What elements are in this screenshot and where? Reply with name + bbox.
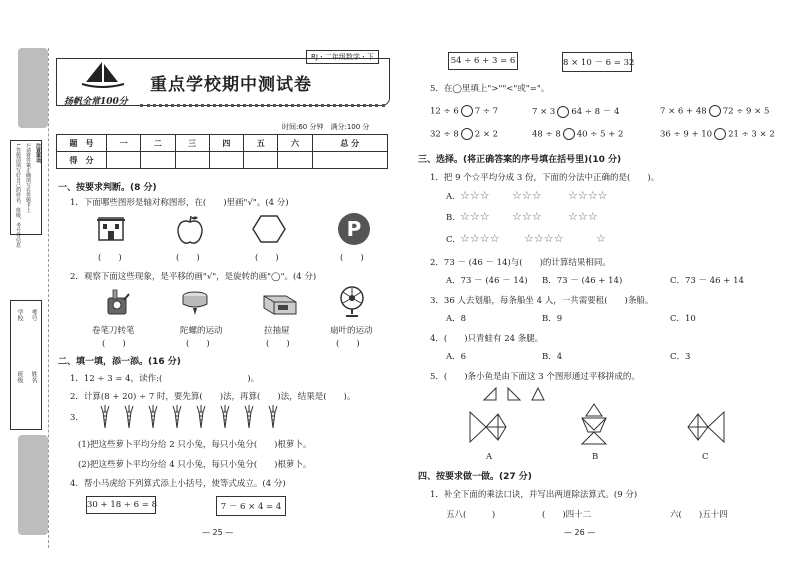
section-2-heading: 二、填一填，添一添。(16 分)	[58, 357, 181, 367]
drawer-icon	[262, 292, 298, 316]
compare-left: 7 × 6 + 48	[660, 106, 707, 117]
page-number: — 26 —	[564, 528, 596, 537]
s1-q2-blank[interactable]: ( )	[102, 339, 126, 349]
star-group-icon: ☆☆☆	[512, 210, 542, 223]
score-cell[interactable]	[244, 152, 278, 169]
s1-q2-blank[interactable]: ( )	[266, 339, 290, 349]
compare-item	[660, 128, 775, 140]
score-cell[interactable]	[209, 152, 243, 169]
series-tag: RJ・二年级数学・下	[306, 50, 379, 64]
s3-q5-option[interactable]: C	[702, 452, 709, 462]
s3-q3-option[interactable]: B．9	[542, 314, 563, 324]
s3-q2-option[interactable]: C．73 － 46 + 14	[670, 276, 744, 286]
margin-gray-block	[18, 435, 48, 535]
s1-q2-label: 卷笔刀转笔	[92, 326, 135, 336]
s1-q2-label: 拉抽屉	[264, 326, 290, 336]
s3-q1-option-label[interactable]: C.	[446, 235, 455, 245]
s1-q2-blank[interactable]: ( )	[336, 339, 360, 349]
binding-dashed-line	[48, 48, 49, 548]
star-group-icon: ☆☆☆☆	[568, 189, 608, 202]
s1-q2-blank[interactable]: ( )	[186, 339, 210, 349]
hexagon-icon	[252, 214, 286, 244]
s3-q5-option[interactable]: B	[592, 452, 599, 462]
compare-circle[interactable]	[557, 106, 569, 118]
school-label: 学校	[16, 309, 23, 321]
section-1-heading: 一、按要求判断。(8 分)	[58, 183, 157, 193]
s3-q3-option[interactable]: A．8	[446, 314, 467, 324]
s4-question-1: 1．补全下面的乘法口诀，并写出两道除法算式。(9 分)	[430, 490, 638, 500]
header-dots	[140, 104, 385, 107]
s1-q2-label: 陀螺的运动	[180, 326, 223, 336]
binding-margin	[8, 40, 44, 540]
compare-left: 7 × 3	[532, 107, 556, 117]
s1-q2-label: 扇叶的运动	[330, 326, 373, 336]
s1-q1-blank[interactable]: ( )	[176, 253, 200, 263]
score-header-cell: 题 号	[57, 135, 107, 152]
score-cell[interactable]	[278, 152, 312, 169]
s1-q1-blank[interactable]: ( )	[255, 253, 279, 263]
score-cell[interactable]	[175, 152, 209, 169]
electric-fan-icon	[338, 286, 366, 318]
page-number: — 25 —	[202, 528, 234, 537]
compare-circle[interactable]	[461, 105, 473, 117]
multiplication-blank[interactable]: 六( )五十四	[670, 510, 728, 520]
compare-right: 40 ÷ 5 + 2	[576, 129, 624, 140]
score-table	[56, 134, 388, 169]
p-letter: P	[346, 217, 362, 241]
fish-c-icon	[686, 410, 726, 444]
compare-circle[interactable]	[461, 128, 473, 140]
exam-title: 重点学校期中测试卷	[150, 75, 312, 95]
s3-q4-option[interactable]: A．6	[446, 352, 467, 362]
compare-right: 2 × 2	[474, 129, 499, 140]
multiplication-blank[interactable]: ( )四十二	[542, 510, 592, 520]
triangle-pieces-icon	[482, 386, 546, 402]
compare-right: 72 ÷ 9 × 5	[722, 106, 770, 117]
score-header-cell: 三	[175, 135, 209, 152]
compare-right: 7 ÷ 7	[474, 106, 499, 117]
building-icon	[96, 214, 126, 244]
s3-q5-option[interactable]: A	[486, 452, 493, 462]
star-group-icon: ☆☆☆☆	[460, 232, 500, 245]
name-label: 姓名	[30, 371, 37, 383]
notice-line: 2.请将答案正确填写在答题卡上	[25, 143, 31, 213]
time-score: 时间:60 分钟 满分:100 分	[282, 123, 370, 131]
letter-p-icon	[337, 212, 371, 246]
equation-box[interactable]: 54 ÷ 6 + 3 = 6	[448, 52, 518, 70]
sailboat-logo-icon	[80, 60, 126, 90]
s1-q1-blank[interactable]: ( )	[98, 253, 122, 263]
star-group-icon: ☆☆☆	[568, 210, 598, 223]
s2-q3-part-1: (1)把这些萝卜平均分给 2 只小兔，每只小兔分( )根萝卜。	[78, 440, 312, 450]
compare-circle[interactable]	[714, 128, 726, 140]
s3-q3-option[interactable]: C．10	[670, 314, 696, 324]
fish-a-icon	[468, 410, 508, 444]
compare-question: 5．在◯里填上">""<"或"="。	[430, 84, 550, 94]
s1-q1-blank[interactable]: ( )	[340, 253, 364, 263]
s2-question-2: 2．计算(8 + 20) ÷ 7 时，要先算( )法，再算( )法，结果是( )。	[70, 392, 356, 402]
s1-question-1: 1．下面哪些图形是轴对称图形，在( )里画"√"。(4 分)	[70, 198, 289, 208]
star-group-icon: ☆☆☆	[460, 189, 490, 202]
apple-icon	[175, 214, 205, 246]
notice-line: 1.答题前填写好自己的姓名、班级、考号等信息	[15, 143, 21, 248]
s3-q2-option[interactable]: B．73 － (46 + 14)	[542, 276, 623, 286]
star-group-icon: ☆☆☆☆	[524, 232, 564, 245]
score-header-cell: 总 分	[312, 135, 387, 152]
compare-item	[532, 105, 619, 118]
student-info-box	[10, 300, 42, 430]
s2-question-1: 1．12 ÷ 3 = 4，读作:( )。	[70, 374, 260, 384]
s3-q4-option[interactable]: C．3	[670, 352, 691, 362]
score-cell[interactable]	[141, 152, 175, 169]
s3-question-4: 4．( )只青蛙有 24 条腿。	[430, 334, 544, 344]
compare-left: 36 ÷ 9 + 10	[660, 129, 713, 140]
star-group-icon: ☆	[596, 232, 606, 245]
score-cell[interactable]	[312, 152, 387, 169]
class-label: 班级	[16, 371, 23, 383]
compare-circle[interactable]	[563, 128, 575, 140]
score-row-label: 得 分	[57, 152, 107, 169]
s3-q2-option[interactable]: A．73 － (46 － 14)	[446, 276, 528, 286]
s2-question-4: 4．帮小马虎给下列算式添上小括号，使等式成立。(4 分)	[70, 479, 286, 489]
multiplication-blank[interactable]: 五八( )	[446, 510, 496, 520]
s3-question-3: 3．36 人去划船，每条船坐 4 人，一共需要租( )条船。	[430, 296, 654, 306]
score-header-cell: 二	[141, 135, 175, 152]
s2-question-3-number: 3．	[70, 413, 84, 423]
s3-q4-option[interactable]: B．4	[542, 352, 563, 362]
right-page	[400, 0, 800, 566]
compare-item	[430, 105, 498, 117]
compare-right: 21 ÷ 3 × 2	[728, 129, 775, 140]
notice-title: 注意事项	[35, 143, 41, 163]
s3-question-1: 1．把 9 个☆平均分成 3 份，下面的分法中正确的是( )。	[430, 173, 660, 183]
section-3-heading: 三、选择。(将正确答案的序号填在括号里)(10 分)	[418, 155, 622, 165]
section-4-heading: 四、按要求做一做。(27 分)	[418, 472, 532, 482]
score-cell[interactable]	[107, 152, 141, 169]
carrots-icon	[96, 404, 280, 430]
equation-box[interactable]: 7 － 6 × 4 = 4	[216, 496, 286, 516]
compare-circle[interactable]	[709, 105, 721, 117]
star-group-icon: ☆☆☆	[512, 189, 542, 202]
s1-question-2: 2．观察下面这些现象，是平移的画"√"，是旋转的画"◯"。(4 分)	[70, 272, 317, 282]
s3-question-2: 2．73 － (46 － 14)与( )的计算结果相同。	[430, 258, 611, 268]
compare-item	[660, 105, 769, 117]
notice-box	[10, 140, 42, 248]
s3-q1-option-label[interactable]: A.	[446, 192, 455, 202]
compare-right: 64 ÷ 8 － 4	[571, 107, 620, 117]
compare-item	[532, 128, 623, 140]
compare-item	[430, 128, 498, 140]
score-header-cell: 四	[209, 135, 243, 152]
pencil-sharpener-icon	[104, 288, 130, 316]
fish-b-icon	[576, 402, 612, 446]
compare-left: 32 ÷ 8	[430, 129, 459, 140]
score-header-cell: 一	[107, 135, 141, 152]
exam-no-label: 考号	[30, 309, 37, 321]
s2-q3-part-2: (2)把这些萝卜平均分给 4 只小兔，每只小兔分( )根萝卜。	[78, 460, 312, 470]
s3-question-5: 5．( )条小鱼是由下面这 3 个图形通过平移拼成的。	[430, 372, 640, 382]
logo-caption: 扬帆全常100分	[64, 97, 128, 107]
score-header-cell: 五	[244, 135, 278, 152]
equation-box[interactable]: 30 + 18 ÷ 6 = 8	[86, 496, 156, 514]
s3-q1-option-label[interactable]: B.	[446, 213, 455, 223]
score-header-cell: 六	[278, 135, 312, 152]
equation-box[interactable]: 8 × 10 － 6 = 32	[562, 52, 632, 72]
compare-left: 12 ÷ 6	[430, 106, 459, 117]
margin-gray-block	[18, 48, 48, 128]
compare-left: 48 ÷ 8	[532, 129, 561, 140]
spinning-top-icon	[180, 290, 210, 316]
star-group-icon: ☆☆☆	[460, 210, 490, 223]
